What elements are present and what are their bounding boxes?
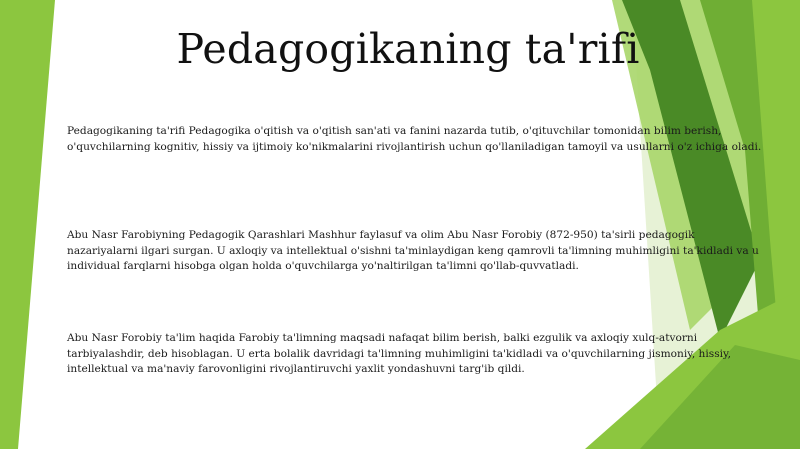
paragraph-farabi-views: Abu Nasr Farobiyning Pedagogik Qarashlari Mashhur faylasuf va olim Abu Nasr Forobiy (872-950) ta'sirli pedagogik nazariyalarni ilgari surgan. U axloqiy va intellektual o'sishni ta'minlaydigan keng qamrovli ta'limning muhimligini ta'kidladi va u individual farqlarni hisobga olgan holda o'quvchilarga yo'naltirilgan ta'limni qo'llab-quvvatladi. [67, 229, 759, 273]
slide-title: Pedagogikaning ta'rifi [176, 25, 640, 73]
paragraph-farabi-education: Abu Nasr Forobiy ta'lim haqida Farobiy ta'limning maqsadi nafaqat bilim berish, balki ezgulik va axloqiy xulq-atvorni tarbiyalashdir, deb hisoblagan. U erta bolalik davridagi ta'limning muhimligini ta'kidladi va o'quvchilarning jismoniy, hissiy, intellektual va ma'naviy farovonligini rivojlantiruvchi yaxlit yondashuvni targ'ib qildi. [67, 332, 731, 376]
paragraph-pedagogy-definition: Pedagogikaning ta'rifi Pedagogika o'qitish va o'qitish san'ati va fanini nazarda tutib, o'qituvchilar tomonidan bilim berish, o'quvchilarning kognitiv, hissiy va ijtimoiy ko'nikmalarini rivojlantirish uchun qo'llaniladigan tamoyil va usullarni o'z ichiga oladi. [67, 125, 762, 153]
